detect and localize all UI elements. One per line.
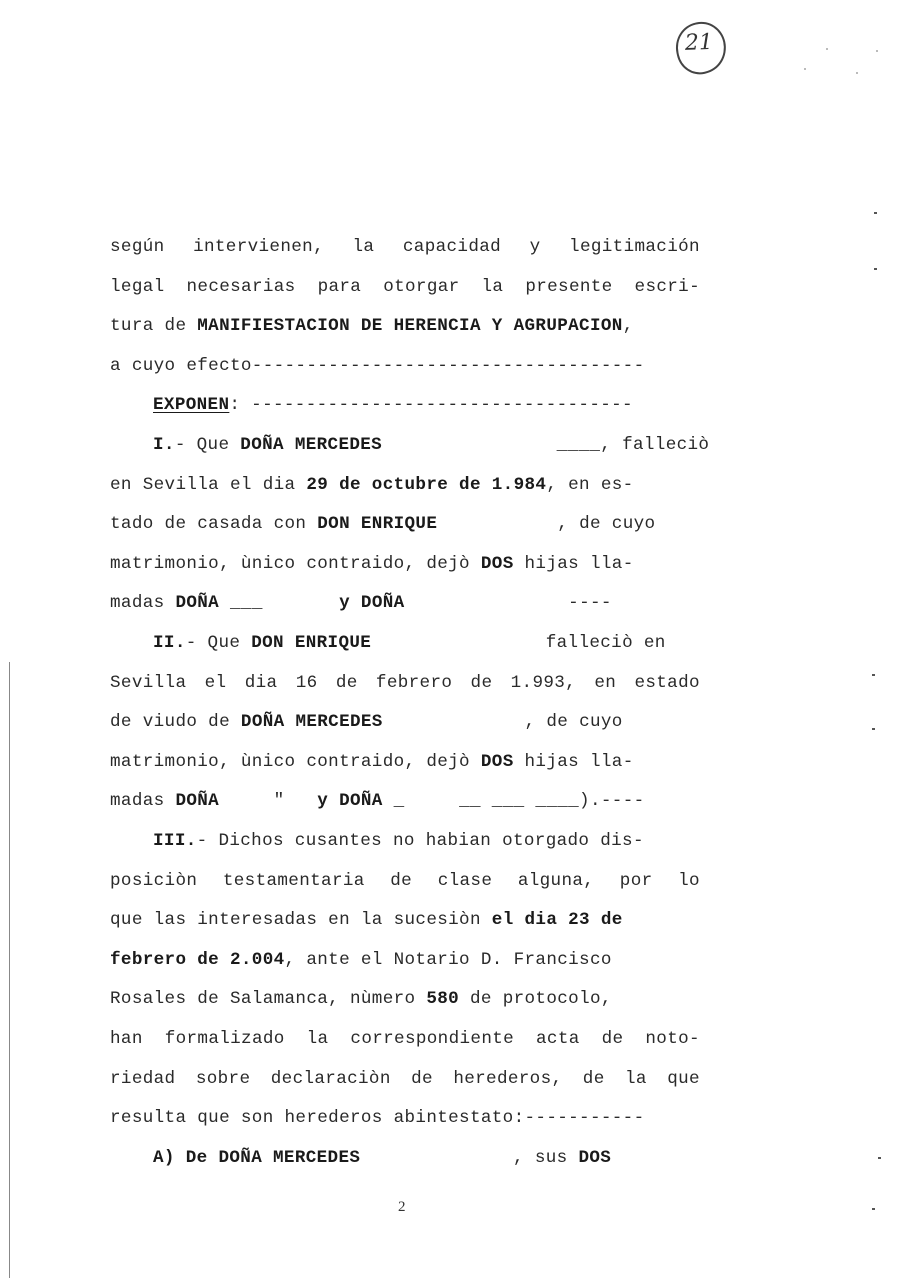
word: herederos, [453, 1069, 563, 1089]
word: para [317, 277, 362, 297]
word: posiciòn [110, 871, 198, 891]
text-line-13 [110, 710, 700, 734]
word: capacidad [402, 237, 502, 257]
text: matrimonio, ùnico contraido, dejò [110, 554, 481, 574]
text-line-21 [110, 1027, 700, 1051]
word: en [594, 673, 617, 693]
text-line-16 [153, 829, 700, 853]
text: hijas lla- [513, 752, 634, 772]
scan-speck [872, 1208, 875, 1210]
text: _ __ ___ ____).---- [382, 791, 645, 811]
redacted-gap: ___ [219, 593, 340, 613]
person-name: DON ENRIQUE [251, 633, 372, 653]
text: tado de casada con [110, 514, 318, 534]
word: lo [678, 871, 700, 891]
scan-speck [856, 72, 858, 74]
deed-title: MANIFIESTACION DE HERENCIA Y AGRUPACION [197, 316, 623, 336]
text-line-22 [110, 1067, 700, 1091]
word: otorgar [383, 277, 460, 297]
person-name: De DOÑA MERCEDES [185, 1148, 361, 1168]
page-number: 2 [398, 1199, 406, 1215]
word: la [625, 1069, 647, 1089]
text-line-4: a cuyo efecto------------------------------------ [110, 356, 645, 376]
text-line-14 [110, 750, 700, 774]
word: y [529, 237, 541, 257]
word: de [470, 673, 493, 693]
text: : ----------------------------------- [229, 395, 633, 415]
text: , [622, 316, 634, 336]
word: alguna, [517, 871, 595, 891]
person-name: DOÑA [175, 593, 220, 613]
scan-speck [874, 268, 877, 270]
word: por [619, 871, 653, 891]
text-line-1 [110, 235, 700, 259]
person-name: DOÑA [175, 791, 220, 811]
word: dia [244, 673, 278, 693]
clause-number: II. [153, 633, 186, 653]
text: matrimonio, ùnico contraido, dejò [110, 752, 481, 772]
text: ____, falleciò [556, 435, 710, 455]
count: DOS [480, 554, 514, 574]
text-line-7 [110, 473, 700, 497]
text: - Que [174, 435, 241, 455]
date: 29 de octubre de 1.984 [306, 475, 547, 495]
word: presente [525, 277, 613, 297]
protocol-number: 580 [426, 989, 460, 1009]
word: testamentaria [222, 871, 365, 891]
text: Rosales de Salamanca, nùmero [110, 989, 427, 1009]
text-line-15 [110, 789, 700, 813]
word: estado [634, 673, 700, 693]
folio-stamp [671, 17, 731, 78]
word: la [352, 237, 375, 257]
folio-number: 21 [684, 29, 714, 56]
text-line-20 [110, 987, 700, 1011]
redacted-gap [382, 435, 557, 455]
word: según [110, 237, 165, 257]
word: de [411, 1069, 433, 1089]
word: febrero [375, 673, 453, 693]
text: , de cuyo [557, 514, 656, 534]
text: de protocolo, [459, 989, 612, 1009]
person-name: y DOÑA [339, 593, 405, 613]
scan-speck [872, 674, 875, 676]
word: intervienen, [193, 237, 324, 257]
text: - Dichos cusantes no habian otorgado dis- [196, 831, 644, 851]
text-line-9 [110, 552, 700, 576]
count: DOS [480, 752, 514, 772]
text [175, 1148, 186, 1168]
text: falleciò en [545, 633, 666, 653]
word: han [110, 1029, 143, 1049]
text: , en es- [546, 475, 634, 495]
text: que las interesadas en la sucesiòn [110, 910, 492, 930]
item-letter: A) [153, 1148, 175, 1168]
redacted-gap [371, 633, 546, 653]
section-heading-exponen [153, 393, 700, 417]
text-line-19 [110, 948, 700, 972]
word: el [204, 673, 227, 693]
text: , ante el Notario D. Francisco [284, 950, 612, 970]
word: que [667, 1069, 700, 1089]
word: declaraciòn [270, 1069, 391, 1089]
word: la [306, 1029, 329, 1049]
redacted-gap [383, 712, 525, 732]
word: la [481, 277, 504, 297]
clause-number: III. [153, 831, 197, 851]
word: noto- [645, 1029, 700, 1049]
text: , sus [513, 1148, 579, 1168]
scan-speck [872, 728, 875, 730]
word: 16 [295, 673, 318, 693]
scan-speck [876, 50, 878, 52]
count: DOS [578, 1148, 612, 1168]
text-line-8 [110, 512, 700, 536]
scan-edge-line [9, 662, 10, 1278]
word: correspondiente [350, 1029, 515, 1049]
text-line-10 [110, 591, 700, 615]
date: el dia 23 de [491, 910, 623, 930]
word: riedad [110, 1069, 176, 1089]
redacted-gap [360, 1148, 513, 1168]
word: de [582, 1069, 605, 1089]
word: de [335, 673, 358, 693]
text: madas [110, 791, 176, 811]
word: sobre [195, 1069, 251, 1089]
text: tura de [110, 316, 198, 336]
text-line-12 [110, 671, 700, 695]
word: necesarias [186, 277, 296, 297]
redacted-gap [437, 514, 557, 534]
heading-exponen: EXPONEN [153, 395, 230, 415]
text: madas [110, 593, 176, 613]
redacted-gap: " [219, 791, 318, 811]
person-name: y DOÑA [317, 791, 383, 811]
date: febrero de 2.004 [110, 950, 285, 970]
text-line-23: resulta que son herederos abintestato:----------- [110, 1108, 645, 1128]
word: acta [536, 1029, 580, 1049]
scan-speck [804, 68, 806, 70]
text-line-11 [153, 631, 700, 655]
word: Sevilla [110, 673, 187, 693]
text-line-18 [110, 908, 700, 932]
word: 1.993, [510, 673, 577, 693]
word: formalizado [164, 1029, 285, 1049]
scan-speck [874, 212, 877, 214]
text: de viudo de [110, 712, 241, 732]
text: - Que [185, 633, 252, 653]
word: escri- [634, 277, 700, 297]
word: legal [110, 277, 165, 297]
word: clase [437, 871, 493, 891]
word: de [390, 871, 413, 891]
person-name: DOÑA MERCEDES [240, 435, 383, 455]
text: , de cuyo [524, 712, 623, 732]
text: ---- [404, 593, 612, 613]
text-line-2 [110, 275, 700, 299]
person-name: DON ENRIQUE [317, 514, 438, 534]
word: de [601, 1029, 624, 1049]
text-line-17 [110, 869, 700, 893]
scan-speck [826, 48, 828, 50]
text: en Sevilla el dia [110, 475, 307, 495]
text-line-6 [153, 433, 710, 457]
text-line-3 [110, 314, 700, 338]
clause-number: I. [153, 435, 175, 455]
text-line-24 [153, 1146, 700, 1170]
word: legitimación [569, 237, 700, 257]
scan-speck [878, 1157, 881, 1159]
text: hijas lla- [513, 554, 634, 574]
person-name: DOÑA MERCEDES [240, 712, 383, 732]
